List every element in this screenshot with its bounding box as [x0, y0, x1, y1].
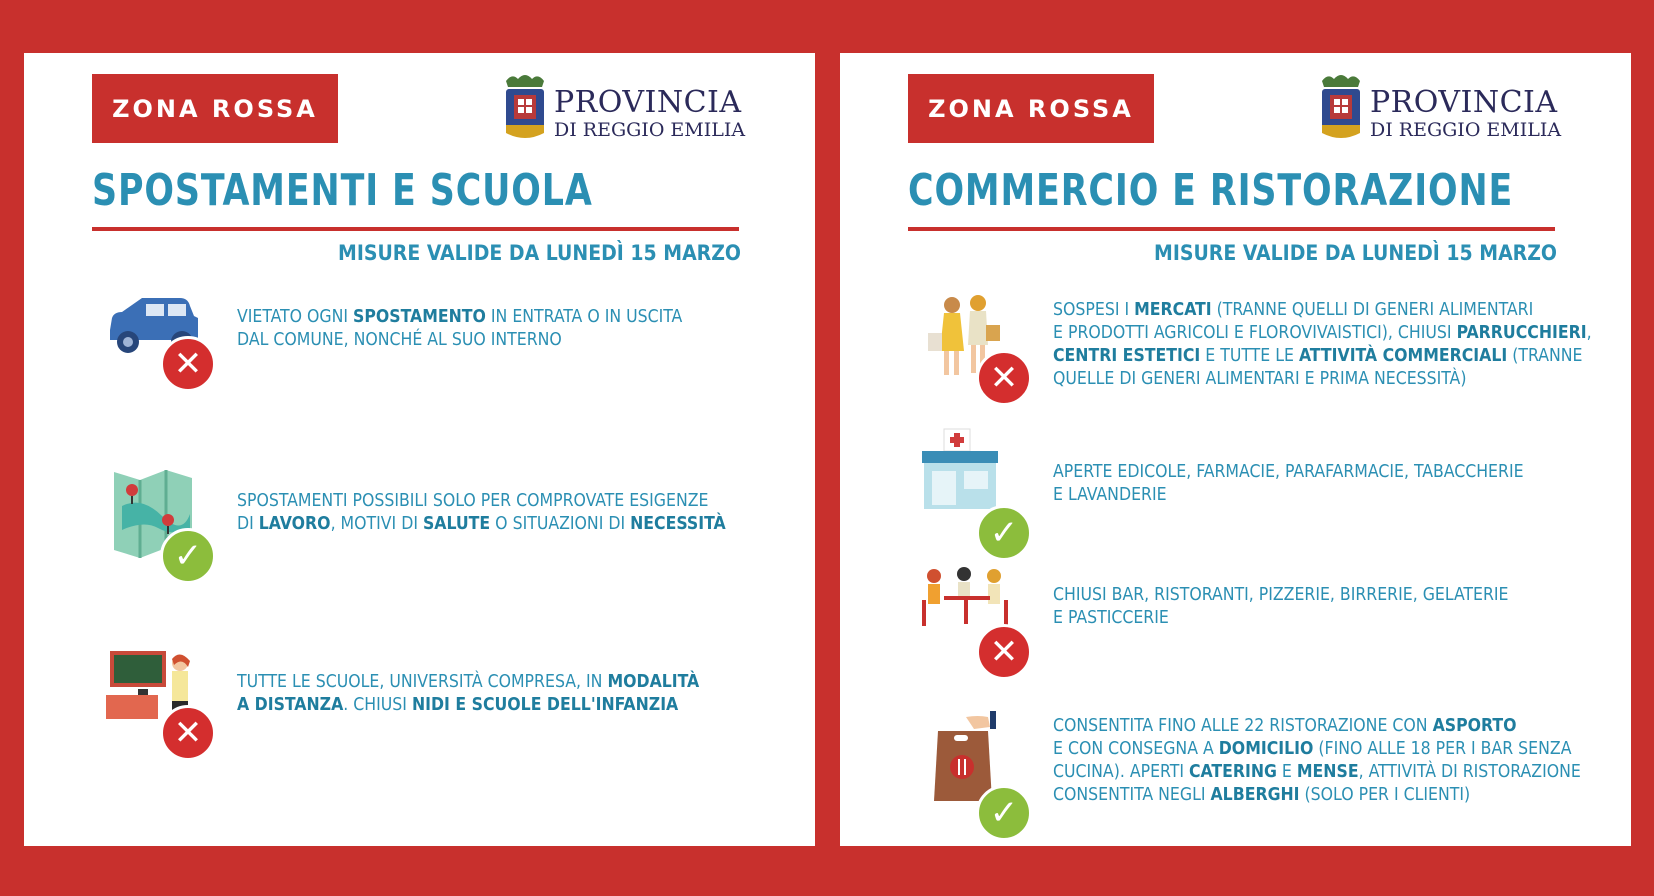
measure-text: VIETATO OGNI SPOSTAMENTO IN ENTRATA O IN USCITA DAL COMUNE, NONCHÉ AL SUO INTERNO — [237, 307, 683, 350]
forbidden-icon: ✕ — [160, 336, 216, 392]
coat-of-arms-icon — [502, 73, 548, 141]
allowed-icon: ✓ — [976, 505, 1032, 561]
forbidden-icon: ✕ — [160, 705, 216, 761]
coat-of-arms-icon — [1318, 73, 1364, 141]
logo-line1: PROVINCIA — [554, 85, 742, 120]
forbidden-icon: ✕ — [976, 624, 1032, 680]
forbidden-icon: ✕ — [976, 350, 1032, 406]
title-divider — [908, 227, 1555, 231]
measure-text: CONSENTITA FINO ALLE 22 RISTORAZIONE CON ASPORTO E CON CONSEGNA A DOMICILIO (FINO ALLE 18 PER I BAR SENZA CUCINA). APERTI CATERING E MENSE, ATTIVITÀ DI RISTORAZIONE CONSENTITA NEGLI ALBERGHI (SOLO PER I CLIENTI) — [1053, 716, 1581, 805]
page-title: SPOSTAMENTI E SCUOLA — [92, 165, 593, 216]
logo-line2: DI REGGIO EMILIA — [1370, 119, 1562, 141]
title-divider — [92, 227, 739, 231]
zona-rossa-badge: ZONA ROSSA — [92, 74, 338, 143]
left-panel — [24, 53, 815, 846]
page-title: COMMERCIO E RISTORAZIONE — [908, 165, 1514, 216]
validity-subtitle: MISURE VALIDE DA LUNEDÌ 15 MARZO — [338, 241, 741, 265]
measure-text: SPOSTAMENTI POSSIBILI SOLO PER COMPROVATE ESIGENZE DI LAVORO, MOTIVI DI SALUTE O SITUAZIONI DI NECESSITÀ — [237, 491, 726, 534]
zona-rossa-badge: ZONA ROSSA — [908, 74, 1154, 143]
provincia-logo — [1318, 73, 1562, 145]
logo-line2: DI REGGIO EMILIA — [554, 119, 746, 141]
measure-text: CHIUSI BAR, RISTORANTI, PIZZERIE, BIRRERIE, GELATERIE E PASTICCERIE — [1053, 585, 1509, 628]
measure-text: APERTE EDICOLE, FARMACIE, PARAFARMACIE, TABACCHERIE E LAVANDERIE — [1053, 462, 1524, 505]
measure-text: SOSPESI I MERCATI (TRANNE QUELLI DI GENERI ALIMENTARI E PRODOTTI AGRICOLI E FLOROVIVAISTICI), CHIUSI PARRUCCHIERI, CENTRI ESTETICI E TUTTE LE ATTIVITÀ COMMERCIALI (TRANNE QUELLE DI GENERI ALIMENTARI E PRIMA NECESSITÀ) — [1053, 300, 1592, 389]
validity-subtitle: MISURE VALIDE DA LUNEDÌ 15 MARZO — [1154, 241, 1557, 265]
allowed-icon: ✓ — [976, 785, 1032, 841]
right-panel — [840, 53, 1631, 846]
measure-text: TUTTE LE SCUOLE, UNIVERSITÀ COMPRESA, IN MODALITÀ A DISTANZA. CHIUSI NIDI E SCUOLE DELL'INFANZIA — [237, 672, 700, 715]
logo-line1: PROVINCIA — [1370, 85, 1558, 120]
allowed-icon: ✓ — [160, 528, 216, 584]
provincia-logo — [502, 73, 746, 145]
